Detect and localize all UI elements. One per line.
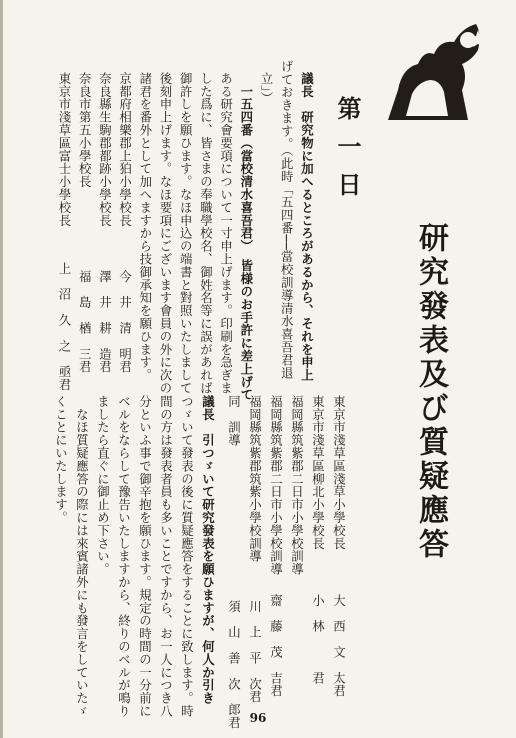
person-name: 福 島 楢 三君 xyxy=(77,270,93,374)
text-column: 福岡縣筑紫郡二日市小學校訓導 xyxy=(289,395,305,576)
person-name: 小 林 君 xyxy=(310,594,326,685)
text-column: ましたら直ぐに御止め下さい。 xyxy=(95,395,111,576)
text-column: つゞいて發表の後に質疑應答をすることに致します。時 xyxy=(179,395,195,718)
text-column: 奈良市第五小學校長 xyxy=(77,72,93,189)
text-column: 諸君を番外として加へますから技御承知を願ひます。 xyxy=(137,72,153,382)
text-column: 一五四番（當校清水喜吾君） 皆様のお手許に差上げて xyxy=(238,72,254,402)
text-column: 福岡縣筑紫郡筑紫小學校訓導 xyxy=(247,395,263,563)
person-name: 上 沼 久 之 亟君 xyxy=(57,262,72,391)
text-column: した爲に、皆さまの奉職學校名、御姓名等に誤があれば xyxy=(198,72,214,395)
person-name: 大 西 文 太君 xyxy=(331,594,347,698)
text-column: 同 訓導 xyxy=(226,395,242,447)
text-column: 御許しを願ひます。なほ申込の端書と對照いたしまして xyxy=(178,72,194,395)
text-column: 議長 研究物に加へるところがあるから、それを申上 xyxy=(299,72,315,382)
page-edge xyxy=(0,0,3,738)
person-name: 今 井 清 明君 xyxy=(117,270,133,374)
text-column: 立」） xyxy=(259,72,274,105)
text-column: 分といふ事で御辛抱を願ひます。規定の時間の一分前に xyxy=(137,395,153,718)
text-column: 福岡縣筑紫郡二日市小學校訓導 xyxy=(268,395,284,576)
text-column: 京都府相樂郡上狛小學校長 xyxy=(117,72,133,227)
text-column: げておきます。（此時「五四番──當校訓導清水喜吾君退 xyxy=(279,60,295,380)
text-column: 奈良縣生駒郡都跡小學校長 xyxy=(97,72,113,227)
text-column: 東京市淺草區柳北小學校長 xyxy=(310,395,326,550)
text-column: 後刻申上げます。なほ要項にございます會員の外に次の xyxy=(158,72,173,395)
person-name: 澤 井 耕 造君 xyxy=(97,270,113,374)
person-name: 須 山 善 次 郎君 xyxy=(226,600,242,729)
text-column: 議長 引つゞいて研究發表を願ひますが、何人か引き xyxy=(200,395,216,705)
main-title: 研究發表及び質疑應答 xyxy=(413,222,448,562)
person-name: 齋 藤 茂 吉君 xyxy=(268,594,284,698)
day-heading: 第一日 xyxy=(333,96,362,210)
text-column: ある研究會要項について一寸申上げます。印刷を急ぎま xyxy=(218,72,234,395)
text-column: くことにいたします。 xyxy=(53,395,69,524)
text-column: 東京市淺草區富士小學校長 xyxy=(57,72,72,227)
text-column: 東京市淺草區淺草小學校長 xyxy=(331,395,347,550)
text-column: ベルをならして豫告いたしますから、終りのベルが鳴り xyxy=(116,395,132,718)
text-column: 間の方は發表者員も多いことですから、お一人につき八 xyxy=(158,395,174,718)
text-column: なほ質疑應答の際には來賓諸外にも發言をしていたゞ xyxy=(74,395,90,718)
person-name: 川 上 平 次君 xyxy=(247,600,263,704)
page-number: 96 xyxy=(249,711,267,725)
sphinx-emblem-icon xyxy=(378,20,490,125)
